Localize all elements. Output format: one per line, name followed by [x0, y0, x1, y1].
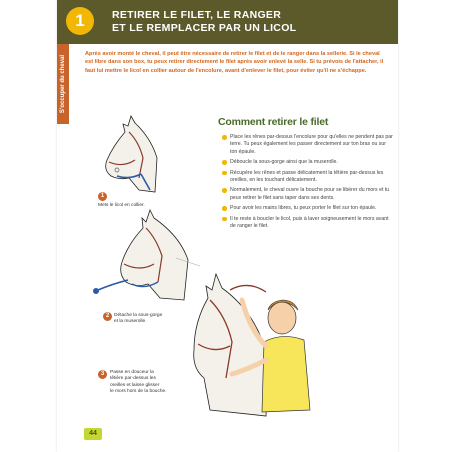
caption-line: le mors hors de la bouche.: [110, 389, 167, 395]
side-tab-label: S'occuper du cheval: [60, 54, 66, 114]
section-title: Comment retirer le filet: [218, 116, 329, 128]
step-text: Déboucle la sous-gorge ainsi que la muserolle.: [230, 159, 338, 166]
bullet-icon: [222, 188, 227, 193]
list-item: [222, 159, 394, 166]
list-item: [222, 134, 394, 156]
page-number: 44: [84, 428, 102, 440]
list-item: [222, 216, 394, 231]
step-text: Récupère les rênes et passe délicatement la têtière par-dessus les oreilles, en les touchant délicatement.: [230, 169, 384, 183]
title-line-1: RETIRER LE FILET, LE RANGER: [112, 9, 282, 21]
illustration-caption-3: [110, 370, 167, 396]
bullet-icon: [222, 160, 227, 165]
illustration-number-3: 3: [98, 370, 107, 379]
bullet-icon: [222, 135, 227, 140]
bullet-icon: [222, 171, 227, 176]
page-title: [112, 9, 392, 35]
step-text: Place les rênes par-dessus l'encolure pour qu'elles ne pendent pas par terre. Tu peux également les passer directement sur ton bras ou sur ton épaule.: [230, 134, 393, 155]
caption-line: et la muserolle.: [114, 319, 147, 325]
steps-list: [222, 134, 394, 233]
caption-line: Détache la sous-gorge: [114, 313, 163, 318]
step-text: Il te reste à boucler le licol, puis à laver soigneusement le mors avant de ranger le filet.: [230, 215, 389, 229]
step-number-badge: 1: [66, 7, 94, 35]
illustration-number-2: 2: [103, 312, 112, 321]
step-text: Pour avoir les mains libres, tu peux porter le filet sur ton épaule.: [230, 205, 377, 212]
list-item: [222, 205, 394, 212]
intro-paragraph: Après avoir monté le cheval, il peut être nécessaire de retirer le filet et de le ranger dans la sellerie. Si le cheval est libre dans son box, tu peux retirer directement le filet après avoir enlevé la selle. Si tu prévois de l'attacher, il faut lui mettre le licol en collier autour de l'encolure, avant d'enlever le filet, pour éviter qu'il ne s'échappe.: [85, 51, 384, 74]
bullet-icon: [222, 206, 227, 211]
illustration-caption-2: [114, 313, 162, 326]
illustration-caption-1: Mets le licol en collier.: [98, 203, 145, 208]
bullet-icon: [222, 217, 227, 222]
caption-line: têtière par-dessus les: [110, 376, 156, 382]
list-item: [222, 170, 394, 185]
horse-illustration-1: [95, 118, 170, 198]
caption-line: oreilles et laisse glisser: [110, 382, 160, 388]
illustration-number-1: 1: [98, 192, 107, 201]
horse-illustration-3: [170, 270, 320, 420]
caption-line: Passe en douceur la: [110, 370, 154, 375]
title-line-2: ET LE REMPLACER PAR UN LICOL: [112, 22, 297, 34]
list-item: [222, 187, 394, 202]
step-text: Normalement, le cheval ouvre la bouche pour se libérer du mors et tu peux retirer le filet sans taper dans ses dents.: [230, 187, 390, 201]
